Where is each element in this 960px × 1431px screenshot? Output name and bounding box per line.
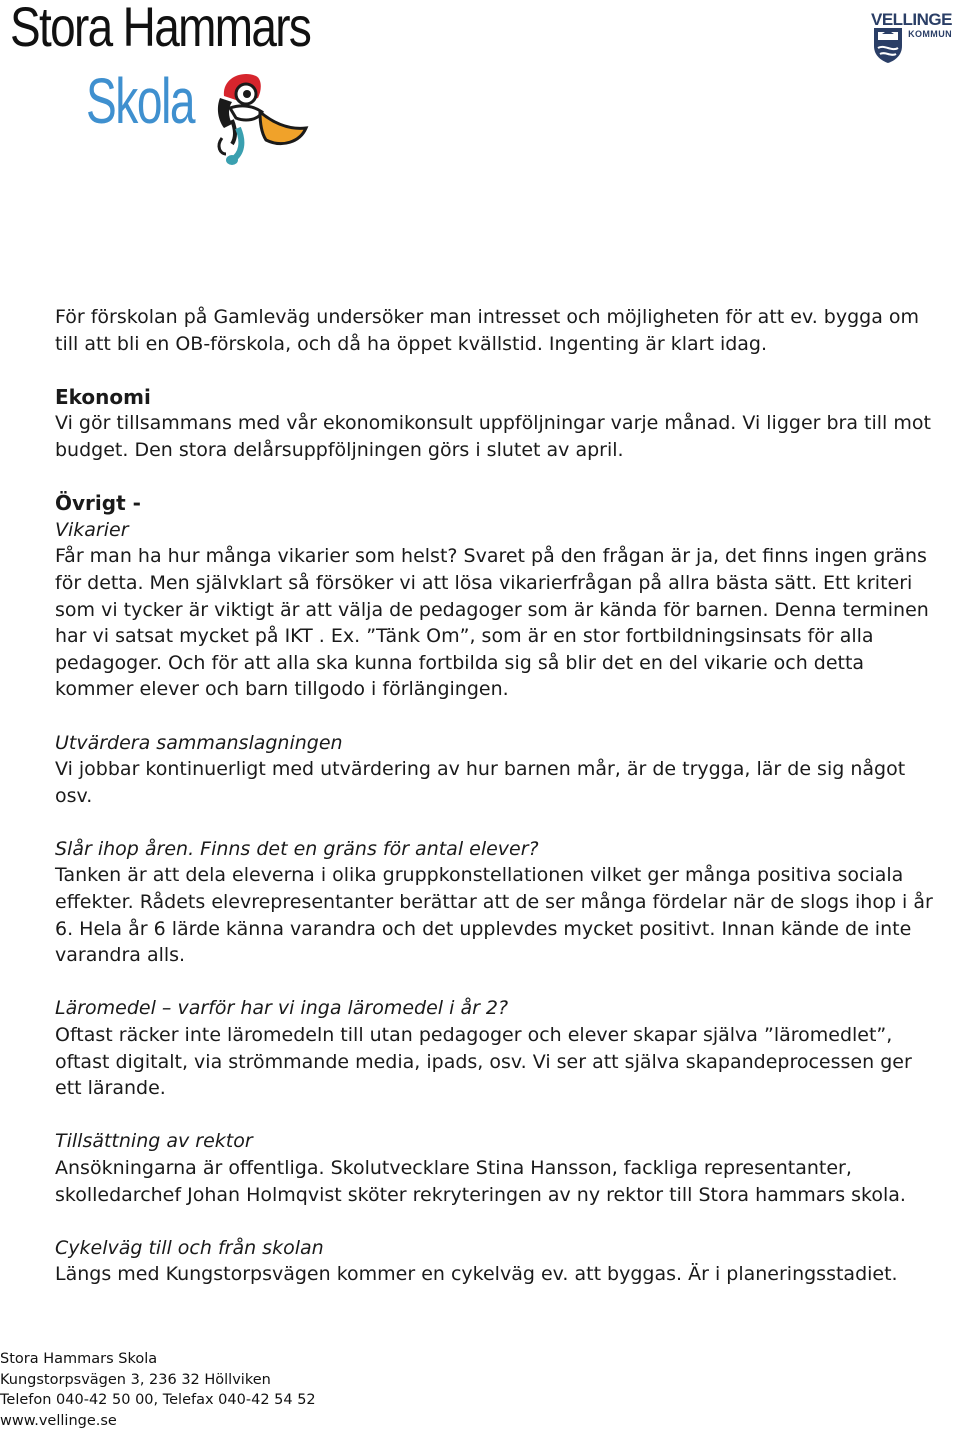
page-header [0, 0, 960, 180]
municipality-shield-icon [872, 26, 904, 64]
footer-website-link[interactable]: www.vellinge.se [0, 1412, 117, 1429]
face-emblem-icon [202, 68, 312, 168]
school-logo-title: Stora Hammars [10, 0, 311, 58]
ekonomi-heading: Ekonomi [55, 384, 151, 409]
cykelvag-paragraph: Längs med Kungstorpsvägen kommer en cykelväg ev. att byggas. Är i planeringsstadiet. [55, 1263, 898, 1286]
school-logo [6, 0, 311, 170]
vikarier-heading: Vikarier [55, 518, 129, 541]
utvardera-heading: Utvärdera sammanslagningen [55, 731, 343, 754]
laromedel-paragraph: Oftast räcker inte läromedeln till utan pedagoger och elever skapar själva ”läromedlet”, oftast digitalt, via strömmande media, ipads, osv. Vi ser att själva skapandeprocessen ger ett lärande. [55, 1024, 912, 1100]
municipality-name: VELLINGE [870, 10, 952, 29]
laromedel-heading: Läromedel – varför har vi inga läromedel i år 2? [55, 997, 509, 1020]
cykelvag-heading: Cykelväg till och från skolan [55, 1236, 324, 1259]
rektor-paragraph: Ansökningarna är offentliga. Skolutvecklare Stina Hansson, fackliga representanter, skolledarchef Johan Holmqvist sköter rekryteringen av ny rektor till Stora hammars skola. [55, 1157, 906, 1206]
vikarier-paragraph: Får man ha hur många vikarier som helst? Svaret på den frågan är ja, det finns ingen gräns för detta. Men självklart så försöker vi att lösa vikarierfrågan på allra bästa sätt. Ett kriteri som vi tycker är viktigt är att välja de pedagoger som är kända för barnen. Denna terminen har vi satsat mycket på IKT . Ex. ”Tänk Om”, som är en stor fortbildningsinsats för alla pedagoger. Och för att alla ska kunna fortbilda sig så blir det en del vikarie och detta kommer elever och barn tillgodo i förlängingen. [55, 545, 929, 701]
ekonomi-paragraph: Vi gör tillsammans med vår ekonomikonsult uppföljningar varje månad. Vi ligger bra till mot budget. Den stora delårsuppföljningen görs i slutet av april. [55, 412, 931, 461]
rektor-heading: Tillsättning av rektor [55, 1130, 253, 1153]
vellinge-kommun-logo [870, 8, 954, 68]
slar-ihop-heading: Slår ihop åren. Finns det en gräns för antal elever? [55, 837, 539, 860]
municipality-subtitle: KOMMUN [908, 29, 952, 39]
slar-ihop-paragraph: Tanken är att dela eleverna i olika gruppkonstellationen vilket ger många positiva sociala effekter. Rådets elevrepresentanter berättar att de ser många fördelar när de slogs ihop i år 6. Hela år 6 lärde känna varandra och det upplevdes mycket positivt. Innan kände de inte varandra alls. [55, 864, 933, 967]
intro-paragraph: För förskolan på Gamleväg undersöker man intresset och möjligheten för att ev. bygga om till att bli en OB-förskola, och då ha öppet kvällstid. Ingenting är klart idag. [55, 306, 920, 355]
utvardera-paragraph: Vi jobbar kontinuerligt med utvärdering av hur barnen mår, är de trygga, lär de sig något osv. [55, 758, 906, 807]
footer-phone: Telefon 040-42 50 00, Telefax 040-42 54 52 [0, 1392, 316, 1408]
footer-address: Kungstorpsvägen 3, 236 32 Höllviken [0, 1371, 271, 1388]
document-body [55, 304, 935, 1288]
ovrigt-heading: Övrigt - [55, 491, 141, 516]
school-logo-subtitle: Skola [86, 65, 195, 137]
footer-school-name: Stora Hammars Skola [0, 1351, 158, 1367]
page-footer [0, 1349, 400, 1431]
